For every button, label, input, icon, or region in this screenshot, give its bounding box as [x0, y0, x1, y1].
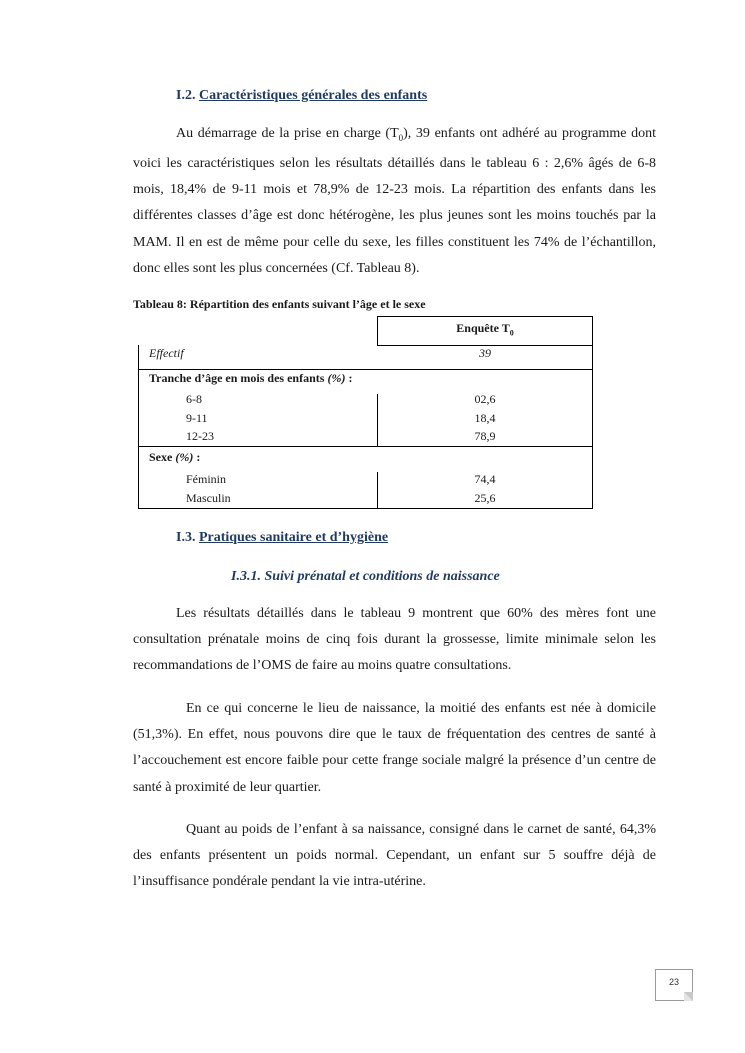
subscript-zero: 0	[398, 132, 404, 143]
section-number: I.3.	[176, 530, 199, 545]
sex-row-label: Masculin	[186, 491, 231, 505]
sex-row-value: 74,4	[474, 472, 496, 486]
distribution-table	[138, 316, 593, 509]
table-left-border	[138, 345, 139, 509]
section-title: Pratiques sanitaire et d’hygiène	[198, 530, 389, 545]
age-row-label: 6-8	[186, 392, 202, 406]
section-title: Caractéristiques générales des enfants	[198, 88, 428, 103]
page-number: 23	[668, 977, 679, 987]
sex-group-heading: Sexe (%) :	[149, 450, 201, 464]
page-corner-fold-icon	[684, 992, 693, 1001]
age-group-bottom-border	[138, 446, 593, 447]
table-bottom-border	[138, 508, 593, 509]
paragraph-text-start: Au démarrage de la prise en charge (T	[176, 126, 399, 141]
age-row-value: 02,6	[474, 392, 496, 406]
paragraph-birthweight: Quant au poids de l’enfant à sa naissance, consigné dans le carnet de santé, 64,3% des enfants présentent un poids normal. Cependant, un enfant sur 5 souffre déjà de l’insuffisance pondérale pendant la vie intra-utérine.	[133, 822, 656, 890]
sex-row-value: 25,6	[474, 491, 496, 505]
paragraph-text-end: ), 39 enfants ont adhéré au programme dont voici les caractéristiques selon les résultats détaillés dans le tableau 6 : 2,6% âgés de 6-8 mois, 18,4% de 9-11 mois et 78,9% de 12-23 mois. La répartition des enfants dans les différentes classes d’âge est donc hétérogène, les plus jeunes sont les moins touchés par la MAM. Il en est de même pour celle du sexe, les filles constituent les 74% de l’échantillon, donc elles sont les plus concernées (Cf. Tableau 8).	[133, 126, 656, 276]
age-group-heading: Tranche d’âge en mois des enfants (%) :	[149, 371, 353, 385]
section-heading-i2	[176, 88, 427, 104]
age-row-value: 18,4	[474, 411, 496, 425]
effectif-label: Effectif	[149, 346, 184, 360]
survey-header: Enquête $T_0$	[456, 321, 514, 338]
section-heading-i3	[176, 530, 388, 546]
page-number-box	[655, 969, 693, 1001]
section-number: I.2.	[176, 88, 199, 103]
effectif-value: 39	[479, 346, 491, 360]
age-row-label: 12-23	[186, 429, 214, 443]
table-right-border	[592, 345, 593, 509]
paragraph-prenatal: Les résultats détaillés dans le tableau 9 montrent que 60% des mères font une consultation prénatale moins de cinq fois durant la grossesse, limite minimale selon les recommandations de l’OMS de faire au moins quatre consultations.	[133, 606, 656, 674]
sex-row-label: Féminin	[186, 472, 227, 486]
paragraph-birthplace: En ce qui concerne le lieu de naissance, la moitié des enfants est née à domicile (51,3%). En effet, nous pouvons dire que le taux de fréquentation des centres de santé à l’accouchement est encore faible pour cette frange sociale malgré la présence d’un centre de santé à proximité de leur quartier.	[133, 701, 656, 795]
paragraph-enrollment	[133, 121, 656, 282]
subsection-heading-i31: I.3.1. Suivi prénatal et conditions de naissance	[231, 569, 500, 584]
age-row-label: 9-11	[186, 411, 208, 425]
table-caption: Tableau 8: Répartition des enfants suivant l’âge et le sexe	[133, 297, 426, 311]
age-row-value: 78,9	[474, 429, 496, 443]
